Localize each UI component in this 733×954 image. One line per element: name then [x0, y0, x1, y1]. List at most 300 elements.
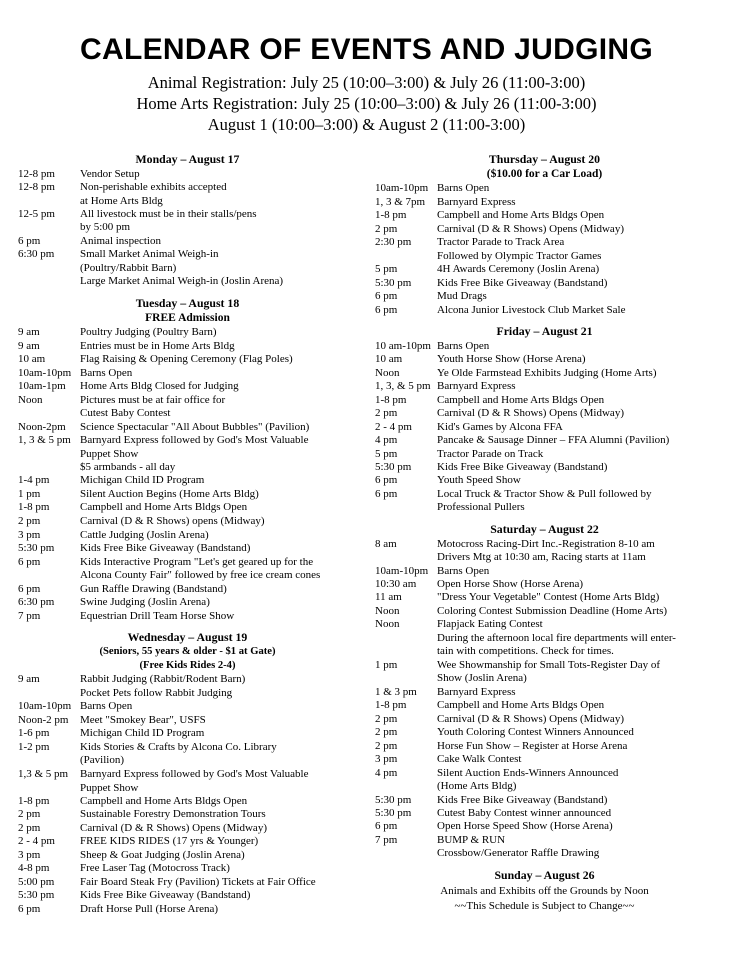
event-time: Noon [375, 618, 400, 631]
event-row [18, 808, 357, 821]
event-time [375, 551, 437, 564]
event-row [18, 596, 357, 609]
event-desc: Kids Free Bike Giveaway (Bandstand) [437, 461, 608, 473]
event-time: 1, 3 & 7pm [375, 195, 426, 208]
event-row [18, 741, 357, 754]
event-time: 5:30 pm [18, 889, 55, 902]
event-time: 5:30 pm [375, 806, 412, 819]
event-desc: Barns Open [437, 339, 490, 352]
event-row [375, 448, 714, 461]
event-time: 1-6 pm [18, 727, 50, 740]
section-heading: Friday – August 21 [496, 324, 593, 339]
event-time: 1-8 pm [375, 699, 407, 712]
event-time: 1 pm [18, 487, 41, 500]
event-row [18, 326, 357, 339]
section-subheading: ($10.00 for a Car Load) [486, 167, 603, 180]
event-time: 1, 3 & 5 pm [18, 434, 71, 447]
event-time [18, 275, 80, 288]
events-table [375, 340, 714, 515]
event-time: 4 pm [375, 766, 398, 779]
event-desc: Silent Auction Begins (Home Arts Bldg) [80, 487, 259, 500]
event-desc: Crossbow/Generator Raffle Drawing [437, 847, 600, 860]
event-time: 12-8 pm [18, 181, 55, 194]
event-desc: Youth Coloring Contest Winners Announced [437, 726, 634, 739]
event-row [375, 632, 714, 645]
event-desc: Barnyard Express followed by God's Most Valuable [80, 768, 309, 781]
event-desc: Barns Open [437, 182, 490, 195]
event-time: 10 am [18, 353, 46, 366]
event-time: 6:30 pm [18, 596, 55, 609]
event-desc: "Dress Your Vegetable" Contest (Home Arts Bldg) [437, 591, 660, 604]
event-desc: Barns Open [437, 564, 490, 577]
event-time: 5:30 pm [375, 793, 412, 806]
events-table [18, 168, 357, 289]
event-desc: 4H Awards Ceremony (Joslin Arena) [437, 263, 600, 276]
section-subheading-2: (Free Kids Rides 2-4) [139, 659, 236, 671]
event-time [375, 250, 437, 263]
event-row [375, 380, 714, 393]
registration-line-2: Home Arts Registration: July 25 (10:00–3:00) & July 26 (11:00-3:00) [136, 93, 597, 113]
event-desc: Entries must be in Home Arts Bldg [80, 339, 235, 352]
event-desc: Barns Open [80, 366, 133, 379]
event-time [18, 754, 80, 767]
sunday-note-1: Animals and Exhibits off the Grounds by Noon [440, 884, 649, 897]
event-row [18, 461, 357, 474]
event-row [18, 835, 357, 848]
event-time: 6 pm [375, 820, 398, 833]
event-time: 1, 3, & 5 pm [375, 380, 431, 393]
event-desc: Carnival (D & R Shows) Opens (Midway) [80, 821, 267, 834]
event-desc: Rabbit Judging (Rabbit/Rodent Barn) [80, 673, 246, 686]
event-desc: Barnyard Express [437, 685, 516, 698]
event-row [18, 822, 357, 835]
event-desc: All livestock must be in their stalls/pens [80, 207, 257, 220]
event-desc: Cutest Baby Contest [80, 407, 171, 420]
event-row [375, 699, 714, 712]
event-row [375, 367, 714, 380]
event-time: 1-8 pm [18, 794, 50, 807]
event-desc: Barns Open [80, 700, 133, 713]
page-title: CALENDAR OF EVENTS AND JUDGING [80, 33, 653, 66]
event-time: 5 pm [375, 263, 398, 276]
events-table [18, 673, 357, 916]
event-row [18, 782, 357, 795]
event-time: 2:30 pm [375, 236, 412, 249]
event-time: 6 pm [18, 902, 41, 915]
event-desc: Cutest Baby Contest winner announced [437, 806, 612, 819]
event-time [18, 448, 80, 461]
section-saturday [375, 522, 714, 861]
event-row [375, 290, 714, 303]
event-time: 8 am [375, 537, 397, 550]
event-desc: Campbell and Home Arts Bldgs Open [80, 501, 248, 514]
event-row [18, 181, 357, 194]
event-row [18, 583, 357, 596]
event-time: 2 pm [375, 739, 398, 752]
event-row [18, 876, 357, 889]
event-desc: FREE KIDS RIDES (17 yrs & Younger) [80, 835, 259, 848]
event-time: 6 pm [375, 290, 398, 303]
event-row [375, 794, 714, 807]
event-row [375, 340, 714, 353]
event-row [18, 474, 357, 487]
event-time: 1,3 & 5 pm [18, 768, 69, 781]
event-desc: Campbell and Home Arts Bldgs Open [437, 699, 605, 712]
event-time: 7 pm [18, 609, 41, 622]
event-time: 3 pm [375, 753, 398, 766]
event-desc: Barnyard Express [437, 195, 516, 208]
event-row [18, 501, 357, 514]
event-row [375, 618, 714, 631]
event-desc: Michigan Child ID Program [80, 727, 205, 740]
left-column [18, 145, 357, 916]
event-time: 1-8 pm [375, 209, 407, 222]
event-desc: Meet "Smokey Bear", USFS [80, 713, 206, 726]
event-desc: Science Spectacular "All About Bubbles" (Pavilion) [80, 420, 310, 433]
event-time: 6 pm [375, 487, 398, 500]
event-desc: Silent Auction Ends-Winners Announced [437, 766, 619, 779]
event-desc: Pictures must be at fair office for [80, 393, 226, 406]
event-time: 6 pm [18, 234, 41, 247]
event-time: 9 am [18, 326, 40, 339]
event-desc: Kids Interactive Program "Let's get geared up for the [80, 555, 314, 568]
event-time: 2 pm [375, 712, 398, 725]
event-row [375, 263, 714, 276]
event-desc: Draft Horse Pull (Horse Arena) [80, 902, 219, 915]
event-row [18, 889, 357, 902]
event-time: 1 pm [375, 658, 398, 671]
event-desc: Poultry Judging (Poultry Barn) [80, 326, 217, 339]
event-row [18, 367, 357, 380]
event-row [375, 767, 714, 780]
event-time: 2 pm [18, 514, 41, 527]
event-row [18, 394, 357, 407]
event-desc: tain with competitions. Check for times. [437, 645, 614, 658]
event-time: 1 & 3 pm [375, 685, 417, 698]
event-desc: Equestrian Drill Team Horse Show [80, 609, 235, 622]
section-sunday [375, 868, 714, 914]
event-time: 2 pm [375, 726, 398, 739]
event-row [18, 862, 357, 875]
section-monday [18, 152, 357, 289]
event-desc: Home Arts Bldg Closed for Judging [80, 380, 239, 393]
section-thursday [375, 152, 714, 317]
event-desc: (Pavilion) [80, 754, 124, 767]
event-desc: Animal inspection [80, 234, 161, 247]
event-desc: (Poultry/Rabbit Barn) [80, 261, 177, 274]
event-desc: Cake Walk Contest [437, 753, 522, 766]
event-row [18, 448, 357, 461]
event-row [18, 673, 357, 686]
event-time: 2 pm [375, 222, 398, 235]
event-desc: Followed by Olympic Tractor Games [437, 249, 602, 262]
event-row [375, 713, 714, 726]
event-time: 9 am [18, 673, 40, 686]
event-time [375, 780, 437, 793]
event-time: 10am-10pm [18, 366, 72, 379]
event-row [18, 221, 357, 234]
section-heading: Sunday – August 26 [494, 867, 595, 882]
event-desc: Pocket Pets follow Rabbit Judging [80, 686, 233, 699]
event-desc: Barnyard Express [437, 380, 516, 393]
event-row [375, 740, 714, 753]
event-desc: Carnival (D & R Shows) Opens (Midway) [437, 712, 624, 725]
event-time: 1-8 pm [18, 501, 50, 514]
event-row [18, 700, 357, 713]
event-time [375, 847, 437, 860]
event-time: 10am-10pm [18, 700, 72, 713]
event-row [18, 754, 357, 767]
event-row [375, 209, 714, 222]
event-time: 6:30 pm [18, 248, 55, 261]
schedule-change-note: ~~This Schedule is Subject to Change~~ [454, 900, 635, 913]
event-desc: Puppet Show [80, 447, 139, 460]
event-desc: Carnival (D & R Shows) Opens (Midway) [437, 407, 624, 420]
event-time: 10am-10pm [375, 182, 429, 195]
event-row [375, 551, 714, 564]
event-time: 10am-1pm [18, 380, 66, 393]
event-row [18, 768, 357, 781]
event-row [18, 208, 357, 221]
event-desc: Kids Free Bike Giveaway (Bandstand) [437, 276, 608, 289]
events-table [18, 326, 357, 623]
event-desc: Kids Free Bike Giveaway (Bandstand) [437, 793, 608, 806]
events-table [375, 538, 714, 861]
event-row [18, 168, 357, 181]
event-row [375, 407, 714, 420]
event-desc: Kid's Games by Alcona FFA [437, 420, 563, 433]
section-subheading: FREE Admission [145, 311, 230, 324]
registration-line-3: August 1 (10:00–3:00) & August 2 (11:00-3:00) [207, 114, 526, 134]
event-time: 2 pm [18, 808, 41, 821]
event-row [375, 223, 714, 236]
event-desc: Tractor Parade to Track Area [437, 236, 565, 249]
event-time: 2 - 4 pm [18, 835, 55, 848]
event-desc: Show (Joslin Arena) [437, 672, 527, 685]
event-row [375, 659, 714, 672]
event-desc: Non-perishable exhibits accepted [80, 181, 227, 194]
event-desc: Pancake & Sausage Dinner – FFA Alumni (Pavilion) [437, 434, 670, 447]
section-heading: Saturday – August 22 [490, 521, 599, 536]
event-desc: Cattle Judging (Joslin Arena) [80, 528, 209, 541]
event-row [375, 605, 714, 618]
event-row [375, 474, 714, 487]
event-desc: Michigan Child ID Program [80, 474, 205, 487]
event-row [375, 645, 714, 658]
event-time: Noon-2 pm [18, 713, 69, 726]
event-time [375, 501, 437, 514]
event-desc: Alcona County Fair" followed by free ice cream cones [80, 569, 321, 582]
event-desc: at Home Arts Bldg [80, 194, 163, 207]
event-row [375, 565, 714, 578]
event-row [375, 182, 714, 195]
event-row [375, 672, 714, 685]
event-time [18, 569, 80, 582]
event-row [375, 501, 714, 514]
event-row [375, 686, 714, 699]
event-row [18, 340, 357, 353]
event-row [375, 807, 714, 820]
event-time: 6 pm [375, 474, 398, 487]
event-time [18, 195, 80, 208]
event-row [375, 847, 714, 860]
event-desc: BUMP & RUN [437, 833, 506, 846]
event-time: 1-8 pm [375, 393, 407, 406]
event-row [18, 849, 357, 862]
event-row [18, 529, 357, 542]
event-row [18, 556, 357, 569]
event-time: 2 - 4 pm [375, 420, 412, 433]
event-row [375, 394, 714, 407]
section-heading: Thursday – August 20 [488, 151, 601, 166]
event-row [375, 834, 714, 847]
event-row [375, 820, 714, 833]
event-row [18, 434, 357, 447]
event-row [18, 248, 357, 261]
event-row [375, 434, 714, 447]
event-desc: by 5:00 pm [80, 221, 131, 234]
event-desc: During the afternoon local fire departments will enter- [437, 631, 676, 644]
event-desc: Youth Speed Show [437, 474, 521, 487]
event-row [18, 195, 357, 208]
event-time: 7 pm [375, 833, 398, 846]
event-time: 5:30 pm [375, 276, 412, 289]
event-desc: Flag Raising & Opening Ceremony (Flag Poles) [80, 353, 293, 366]
event-desc: Professional Pullers [437, 501, 525, 514]
event-row [18, 262, 357, 275]
event-time [18, 221, 80, 234]
event-desc: $5 armbands - all day [80, 461, 176, 473]
section-heading: Wednesday – August 19 [127, 630, 248, 645]
event-row [375, 726, 714, 739]
event-desc: Campbell and Home Arts Bldgs Open [80, 794, 248, 807]
event-time: 12-5 pm [18, 207, 55, 220]
event-desc: Vendor Setup [80, 167, 140, 180]
event-row [18, 488, 357, 501]
event-time: 11 am [375, 591, 402, 604]
event-row [375, 250, 714, 263]
event-row [375, 461, 714, 474]
event-row [18, 421, 357, 434]
event-time: 4 pm [375, 434, 398, 447]
event-time: 10 am [375, 353, 403, 366]
event-row [375, 196, 714, 209]
event-desc: Wee Showmanship for Small Tots-Register Day of [437, 658, 660, 671]
event-desc: Campbell and Home Arts Bldgs Open [437, 393, 605, 406]
section-friday [375, 324, 714, 515]
event-desc: Horse Fun Show – Register at Horse Arena [437, 739, 628, 752]
event-desc: Small Market Animal Weigh-in [80, 248, 219, 261]
event-desc: Mud Drags [437, 290, 487, 303]
registration-line-1: Animal Registration: July 25 (10:00–3:00) & July 26 (11:00-3:00) [147, 72, 586, 92]
event-desc: Fair Board Steak Fry (Pavilion) Tickets at Fair Office [80, 875, 316, 888]
event-time [375, 645, 437, 658]
event-desc: Coloring Contest Submission Deadline (Home Arts) [437, 604, 668, 617]
event-row [18, 235, 357, 248]
event-row [18, 515, 357, 528]
event-desc: Kids Stories & Crafts by Alcona Co. Library [80, 740, 277, 753]
event-row [18, 727, 357, 740]
event-desc: Kids Free Bike Giveaway (Bandstand) [80, 542, 251, 555]
event-time: 3 pm [18, 528, 41, 541]
event-desc: Barnyard Express followed by God's Most Valuable [80, 434, 309, 447]
event-time [18, 407, 80, 420]
event-time: 6 pm [18, 555, 41, 568]
event-desc: Free Laser Tag (Motocross Track) [80, 862, 230, 875]
event-row [18, 275, 357, 288]
event-time: Noon [375, 366, 400, 379]
event-row [18, 903, 357, 916]
event-time: 10 am-10pm [375, 339, 431, 352]
event-time: 9 am [18, 339, 40, 352]
event-row [18, 795, 357, 808]
event-time: 5:30 pm [18, 542, 55, 555]
event-desc: Open Horse Show (Horse Arena) [437, 578, 584, 591]
event-desc: Drivers Mtg at 10:30 am, Racing starts at 11am [437, 551, 646, 564]
event-row [375, 591, 714, 604]
event-desc: (Home Arts Bldg) [437, 780, 517, 793]
event-row [18, 610, 357, 623]
event-desc: Swine Judging (Joslin Arena) [80, 596, 210, 609]
section-heading: Monday – August 17 [135, 151, 240, 166]
event-desc: Flapjack Eating Contest [437, 618, 543, 631]
event-row [375, 277, 714, 290]
event-row [375, 236, 714, 249]
event-desc: Puppet Show [80, 781, 139, 794]
section-heading: Tuesday – August 18 [135, 295, 240, 310]
event-row [375, 780, 714, 793]
event-time [18, 461, 80, 474]
event-time: 6 pm [375, 303, 398, 316]
event-time [18, 687, 80, 700]
event-time: 3 pm [18, 848, 41, 861]
event-row [18, 714, 357, 727]
event-desc: Motocross Racing-Dirt Inc.-Registration 8-10 am [437, 537, 655, 550]
event-time: 1-4 pm [18, 474, 50, 487]
event-desc: Campbell and Home Arts Bldgs Open [437, 209, 605, 222]
event-row [375, 538, 714, 551]
section-subheading: (Seniors, 55 years & older - $1 at Gate) [99, 645, 276, 657]
event-time: 5:00 pm [18, 875, 55, 888]
registration-subheading [18, 72, 715, 135]
event-time [18, 782, 80, 795]
event-time: 1-2 pm [18, 740, 50, 753]
section-tuesday [18, 296, 357, 623]
event-desc: Open Horse Speed Show (Horse Arena) [437, 820, 613, 833]
event-time: 4-8 pm [18, 862, 50, 875]
events-table [375, 182, 714, 317]
event-row [18, 380, 357, 393]
event-time: 10:30 am [375, 578, 417, 591]
event-time: Noon [18, 393, 43, 406]
event-row [18, 407, 357, 420]
event-row [18, 569, 357, 582]
event-time [375, 672, 437, 685]
event-time: Noon [375, 604, 400, 617]
event-desc: Local Truck & Tractor Show & Pull followed by [437, 487, 652, 500]
event-desc: Ye Olde Farmstead Exhibits Judging (Home Arts) [437, 366, 657, 379]
event-desc: Large Market Animal Weigh-in (Joslin Arena) [80, 275, 284, 288]
event-time: Noon-2pm [18, 420, 66, 433]
event-time: 10am-10pm [375, 564, 429, 577]
event-time: 2 pm [375, 407, 398, 420]
event-desc: Carnival (D & R Shows) opens (Midway) [80, 514, 265, 527]
event-row [18, 542, 357, 555]
event-row [18, 687, 357, 700]
event-row [375, 753, 714, 766]
event-row [375, 421, 714, 434]
event-time [18, 262, 80, 275]
